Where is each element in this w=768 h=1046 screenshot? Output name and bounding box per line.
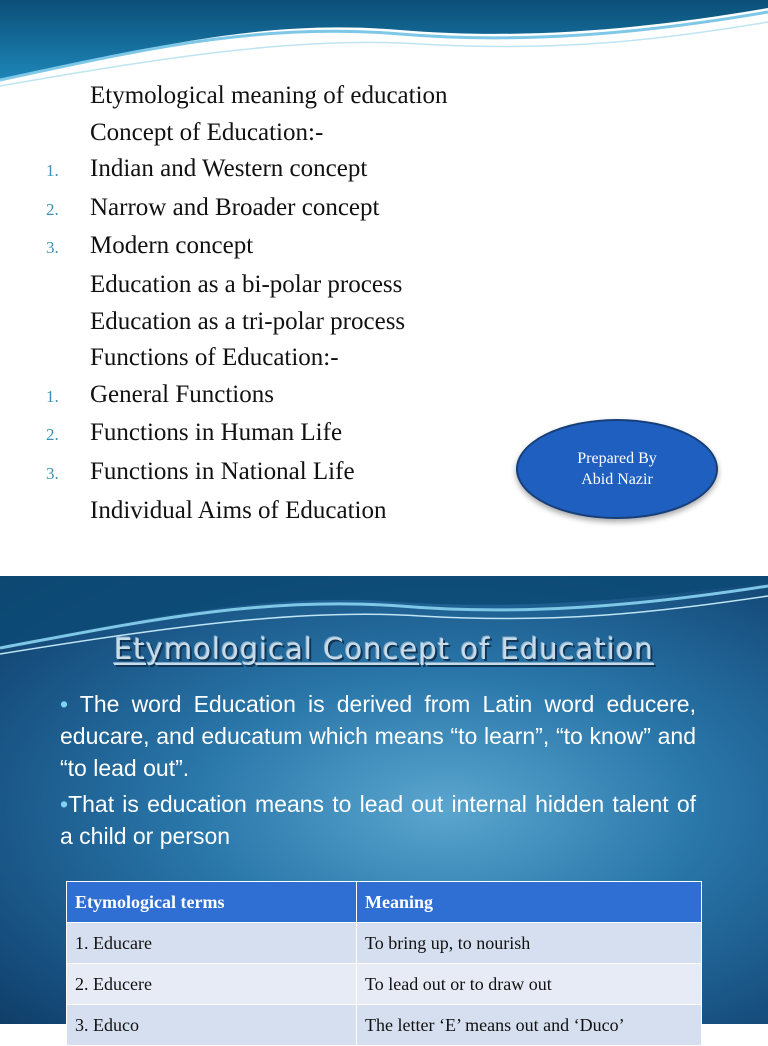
table-cell: To bring up, to nourish xyxy=(357,923,702,964)
item-number: 3. xyxy=(46,238,59,258)
list-item xyxy=(46,190,566,229)
item-text: Concept of Education:- xyxy=(90,118,324,146)
badge-line-2: Abid Nazir xyxy=(581,471,653,488)
column-header: Meaning xyxy=(357,882,702,923)
bullet-paragraph xyxy=(60,688,696,784)
list-item xyxy=(46,340,566,377)
item-text: Education as a bi-polar process xyxy=(90,270,403,298)
list-item xyxy=(46,454,566,493)
item-text: Modern concept xyxy=(90,232,254,260)
item-number: 1. xyxy=(46,386,59,406)
item-number: 2. xyxy=(46,425,59,445)
table-row xyxy=(67,923,702,964)
item-number: 3. xyxy=(46,463,59,483)
bullet-text: That is education means to lead out internal hidden talent of a child or person xyxy=(60,791,696,849)
list-item xyxy=(46,415,566,454)
list-item xyxy=(46,304,566,341)
column-header: Etymological terms xyxy=(67,882,357,923)
item-number: 2. xyxy=(46,199,59,219)
item-text: Etymological meaning of education xyxy=(90,82,448,109)
etymology-table xyxy=(66,881,702,1046)
list-item xyxy=(46,377,566,416)
item-number: 1. xyxy=(46,161,59,181)
item-text: Narrow and Broader concept xyxy=(90,193,380,221)
item-text: General Functions xyxy=(90,380,274,408)
table-row xyxy=(67,964,702,1005)
table-row xyxy=(67,1005,702,1046)
item-text: Functions in Human Life xyxy=(90,419,343,447)
item-text: Indian and Western concept xyxy=(90,155,368,183)
list-item xyxy=(46,151,566,190)
slide-2 xyxy=(0,576,768,1035)
item-text: Individual Aims of Education xyxy=(90,496,387,524)
list-item xyxy=(46,267,566,304)
table-cell: 3. Educo xyxy=(67,1005,357,1046)
bullet-text: The word Education is derived from Latin word educere, educare, and educatum which means “to learn”, “to know” and “to lead out”. xyxy=(60,691,696,781)
item-text: Education as a tri-polar process xyxy=(90,307,406,335)
table-cell: 2. Educere xyxy=(67,964,357,1005)
table-cell: The letter ‘E’ means out and ‘Duco’ xyxy=(357,1005,702,1046)
table-cell: To lead out or to draw out xyxy=(357,964,702,1005)
item-text: Functions in National Life xyxy=(90,457,355,485)
list-item xyxy=(46,493,566,530)
author-badge xyxy=(516,419,718,519)
list-item xyxy=(46,115,566,152)
table-cell: 1. Educare xyxy=(67,923,357,964)
item-text: Functions of Education:- xyxy=(90,344,339,372)
table-header-row xyxy=(67,882,702,923)
slide-title: Etymological Concept of Education xyxy=(114,632,654,666)
bullet-icon: • xyxy=(60,791,69,817)
list-item xyxy=(46,228,566,267)
bullet-paragraph xyxy=(60,788,696,852)
topic-list xyxy=(46,78,566,529)
bullet-icon: • xyxy=(60,691,69,717)
list-item xyxy=(46,78,566,115)
badge-line-1: Prepared By xyxy=(577,450,657,467)
